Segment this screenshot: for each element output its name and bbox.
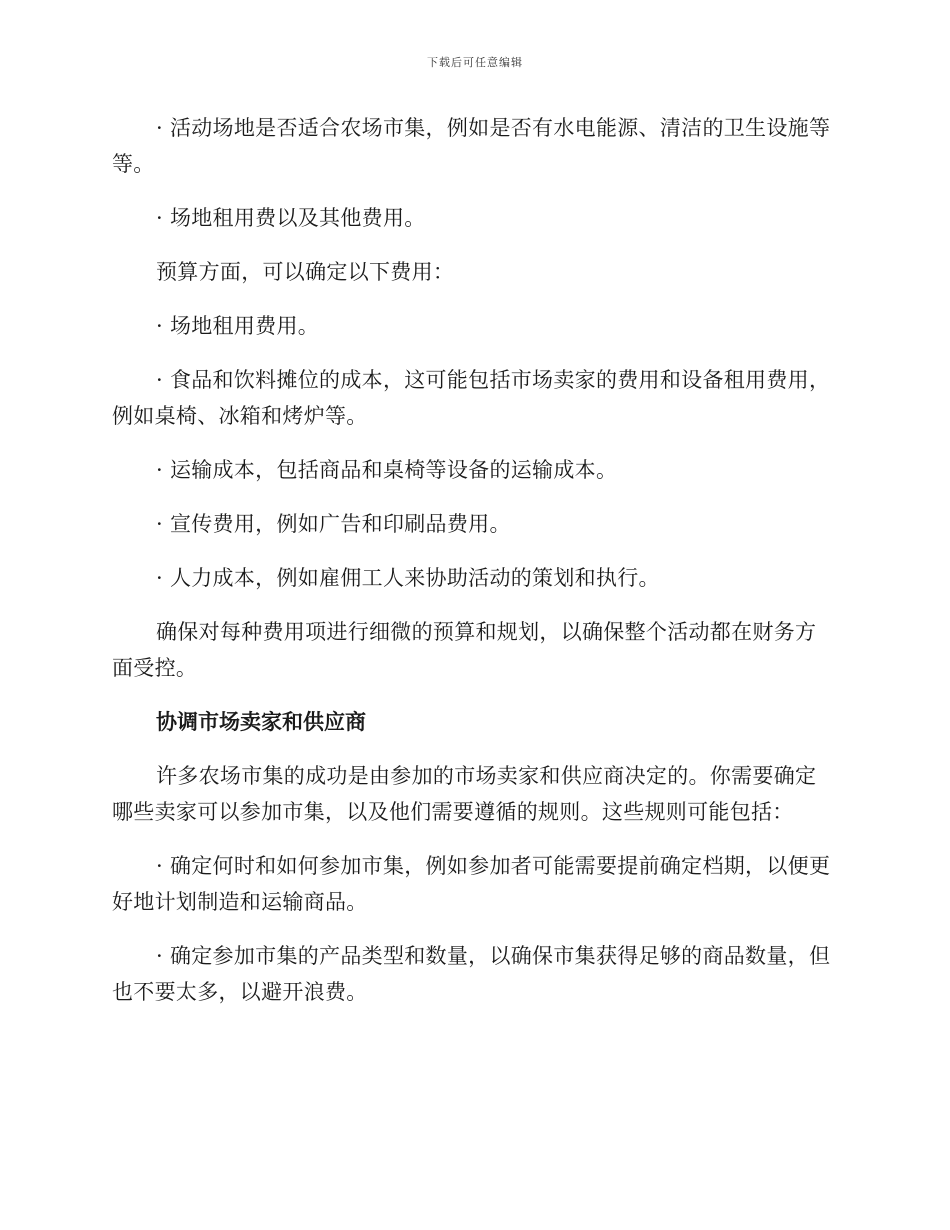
paragraph: · 人力成本，例如雇佣工人来协助活动的策划和执行。 <box>156 566 660 590</box>
page-header-note: 下载后可任意编辑 <box>427 56 523 69</box>
paragraph: 许多农场市集的成功是由参加的市场卖家和供应商决定的。你需要确定哪些卖家可以参加市集，以及他们需要遵循的规则。这些规则可能包括： <box>112 764 817 824</box>
paragraph: · 确定参加市集的产品类型和数量，以确保市集获得足够的商品数量，但也不要太多，以避开浪费。 <box>112 944 831 1004</box>
paragraph: 预算方面，可以确定以下费用： <box>156 260 455 284</box>
document-body <box>112 110 834 1028</box>
paragraph: · 食品和饮料摊位的成本，这可能包括市场卖家的费用和设备租用费用，例如桌椅、冰箱和烤炉等。 <box>112 368 831 428</box>
section-heading: 协调市场卖家和供应商 <box>156 710 366 734</box>
paragraph: · 宣传费用，例如广告和印刷品费用。 <box>156 512 511 536</box>
paragraph: · 场地租用费用。 <box>156 314 320 338</box>
paragraph: · 运输成本，包括商品和桌椅等设备的运输成本。 <box>156 458 618 482</box>
paragraph: · 活动场地是否适合农场市集，例如是否有水电能源、清洁的卫生设施等等。 <box>112 116 831 176</box>
paragraph: 确保对每种费用项进行细微的预算和规划，以确保整个活动都在财务方面受控。 <box>112 620 817 680</box>
paragraph: · 场地租用费以及其他费用。 <box>156 206 426 230</box>
paragraph: · 确定何时和如何参加市集，例如参加者可能需要提前确定档期，以便更好地计划制造和运输商品。 <box>112 854 831 914</box>
